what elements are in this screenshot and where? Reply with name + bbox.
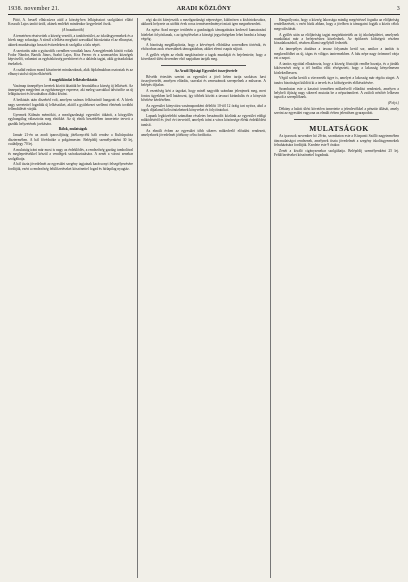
column-1	[8, 18, 133, 578]
paragraph: Hangsúlyozta, hogy a község lakossága mindig megértéssel fogadta az elöljáróság rendelkezéseit, s ezért bízik abban, hogy a jövőben is támogatni fogják a közös célok megvalósítását.	[274, 18, 399, 31]
paragraph: A család ezúton mond köszönetet mindazoknak, akik fájdalmukban osztoztak és az elhunyt utolsó útján elkísérték.	[8, 67, 133, 77]
section-title-mulatsagok: MULATSÁGOK	[309, 123, 369, 133]
paragraph-note: (A hozzátartók)	[61, 28, 85, 33]
paragraph: Az ünnepélyes átadásra a tavasz folyamán kerül sor, amikor a tanítás is megkezdődhet az új, tágas és világos tantermekben. A falu népe nagy örömmel várja ezt a napot.	[274, 47, 399, 61]
paragraph: Zenét a kiváló cigányzenekar szolgáltatja. Belépődíj személyenként 25 lej. Felülfizetéseket köszönettel fogadnak.	[274, 148, 399, 158]
section-title: Az Aradi Ifjúsági Egyesület összejövetele	[174, 68, 238, 73]
paragraph: A szertartás után a gyászolók csendben vonultak haza. A megjelentek között voltak Fodor Nándor, Bartók János, Szabó Lajos, Kiss Ferenc és a szomszédos községek képviselői, valamint az egyházközség presbiterei és a dalárda tagjai, akik gyászdalokat énekeltek.	[8, 48, 133, 66]
paragraph: Az egyesület könyvtára vasárnaponként délelőtt 10-től 12 óráig tart nyitva, ahol a tagok díjtalanul kölcsönözhetnek könyveket és folyóiratokat.	[141, 103, 266, 113]
paragraph: Lapunk legközelebbi számában részletes beszámolót közlünk az egyesület eddigi működéséről és jövő évi terveiről, amelyek iránt a város közönsége élénk érdeklődést tanúsít.	[141, 114, 266, 127]
section-title: A nagykikindai lelkészbeiktatás	[48, 77, 98, 82]
section-title: Bálok, mulatságok	[58, 127, 88, 132]
section-divider	[161, 65, 246, 66]
paragraph: régi akciót kiterjesztik a mezőgazdasági népességre, különösen a kisbirtokosokra, akiknek helyzete az utóbbi évek rossz terméseredményei miatt igen megnehezedett.	[141, 18, 266, 27]
column-3	[274, 18, 399, 578]
paragraph: A gyűlés végén az elnök megköszönte a tagok munkáját és bejelentette, hogy a következő ülést december első napjaiban tartják meg.	[141, 53, 266, 62]
paragraph: A temetésen résztvettek a község vezetői, a tanítótestület, az iskolásgyermekek és a hívek nagy sokasága. A sírnál a lelkész megható szavakkal búcsúztatta el az elhunytat, akinek munkássága hosszú évtizedeken át szolgálta a falu népét.	[8, 34, 133, 47]
paragraph: A mulatság iránt már most is nagy az érdeklődés, a rendezőség gazdag tombolával és meglepetésekkel készül a vendégek szórakoztatására. A zenét a városi zenekar szolgáltatja.	[8, 147, 133, 161]
paragraph: Az iparosok november hó 26-án, szombaton este a Központi Szálló nagytermében táncmulatságot rendeznek, amelynek tiszta jövedelmét a szegény iskolásgyermekek felruházására fordítják. Kezdete este 9 órakor.	[274, 134, 399, 148]
issue-date: 1938. november 21.	[8, 6, 60, 12]
paragraph: Pittó, A. beszél elbúcsúzva attól a község-ben lelkipásztori szolgálatot ellátó Kossuth Lajos tanító úrtól, akinek emlékét mindenkor kegyelettel őrzik.	[8, 18, 133, 27]
paragraph: Dékány a halott ülést követően ismertette a jelenlevőkkel a pénztár állását, amely szerint az egyesület vagyona az elmúlt évben jelentősen gyarapodott.	[274, 107, 399, 116]
paragraph: Végül szóba került a vízvezeték ügye is, amelyet a lakosság már régóta sürget. A tanács bizottságot küldött ki a tervek és a költségvetés előkészítésére.	[274, 76, 399, 85]
paragraph: A gyűlés után az elöljáróság tagjai megtekintették az új iskolaépületet, amelynek munkálatai már a befejezéshez közelednek. Az építkezés költségeit részben közadakozásból, részben állami segélyből fedezték.	[274, 32, 399, 46]
paragraph: Vasárnap ünnepélyes keretek között iktatták be hivatalába a község új lelkészét. Az ünnepségen megjelent az egyházmegye esperese, aki meleg szavakkal üdvözölte az új lelkipásztort és hivatásához áldást kívánt.	[8, 83, 133, 97]
column-divider	[137, 18, 138, 578]
paragraph: Szombaton este a kaszinó termében műkedvelő előadást rendeztek, amelyen a helybeli ifjúság nagy sikerrel mutatta be a népszínművet. A zsúfolt nézőtér lelkesen tapsolt a szereplőknek.	[274, 86, 399, 100]
section-divider	[294, 119, 379, 120]
paragraph: Január 21-én az aradi iparosifjúság jótékonycélú bált rendez a Kultúrpalota dísztermében. A bál fővédnöke a polgármester. Belépődíj személyenként 30 lej, családjegy 70 lej.	[8, 133, 133, 147]
column-2	[141, 18, 266, 578]
paragraph: A vezetőség kéri a tagokat, hogy minél nagyobb számban jelenjenek meg, mert fontos ügyekben kell határozni, így többek között a tavaszi kirándulás és a könyvtár bővítése kérdésében.	[141, 89, 266, 103]
paragraph: Az egész Arad megye területén a gazdaságok támogatására kedvező kamatozású hiteleket folyósítanak, s az igényléseket a községi jegyzőségeken lehet beadni a hónap végéig.	[141, 28, 266, 42]
page-number: 3	[396, 6, 400, 12]
paragraph: A bizottság megállapította, hogy a kérvények elbírálása sorrendben történik, és elsősorban azok részesülnek támogatásban, akiket elemi csapás sújtott.	[141, 42, 266, 52]
paragraph: Bővebb értesítés szerint az egyesület a jövő héten tartja szokásos havi összejövetelét, amelyen előadás, szavalat és zeneszámok szerepelnek a műsoron. A belépés díjtalan.	[141, 74, 266, 88]
column-divider	[270, 18, 271, 578]
paragraph: Az elmúlt évben az egyesület több sikeres műkedvelő előadást rendezett, amelyeknek jövedelmét jótékony célra fordította.	[141, 128, 266, 138]
paragraph: Gyermek Kálmán mérnököt, a mezőgazdasági egyesület titkárát, a közgyűlés egyhangúlag választotta meg elnökké. Az új elnök beszédében ismertette terveit a gazdák helyzetének javítására.	[8, 112, 133, 126]
paragraph: A bál tiszta jövedelmét az egyesület szegény tagjainak karácsonyi felsegélyezésére fordítják, ezért a rendezőség felülfizetéseket köszönettel fogad és hírlapilag nyugtáz.	[8, 162, 133, 171]
newspaper-page	[8, 4, 400, 578]
continued-note: (Folyt.)	[388, 101, 399, 106]
paragraph: A beiktatás után díszebéd volt, amelyen számos felköszöntő hangzott el. A hívek nagy szeretettel fogadták új lelkészüket, akitől a gyülekezet szellemi életének további fellendülését várják.	[8, 98, 133, 112]
page-header	[8, 4, 400, 14]
paragraph: A tanács egyúttal elhatározta, hogy a község főutcáját rendbe hozatja, és a járdák kikövezését még a tél beállta előtt elvégezteti, hogy a lakosság kényelmesen közlekedhessen.	[274, 61, 399, 75]
header-rule	[8, 14, 400, 15]
masthead-title: ARADI KÖZLÖNY	[176, 6, 232, 12]
